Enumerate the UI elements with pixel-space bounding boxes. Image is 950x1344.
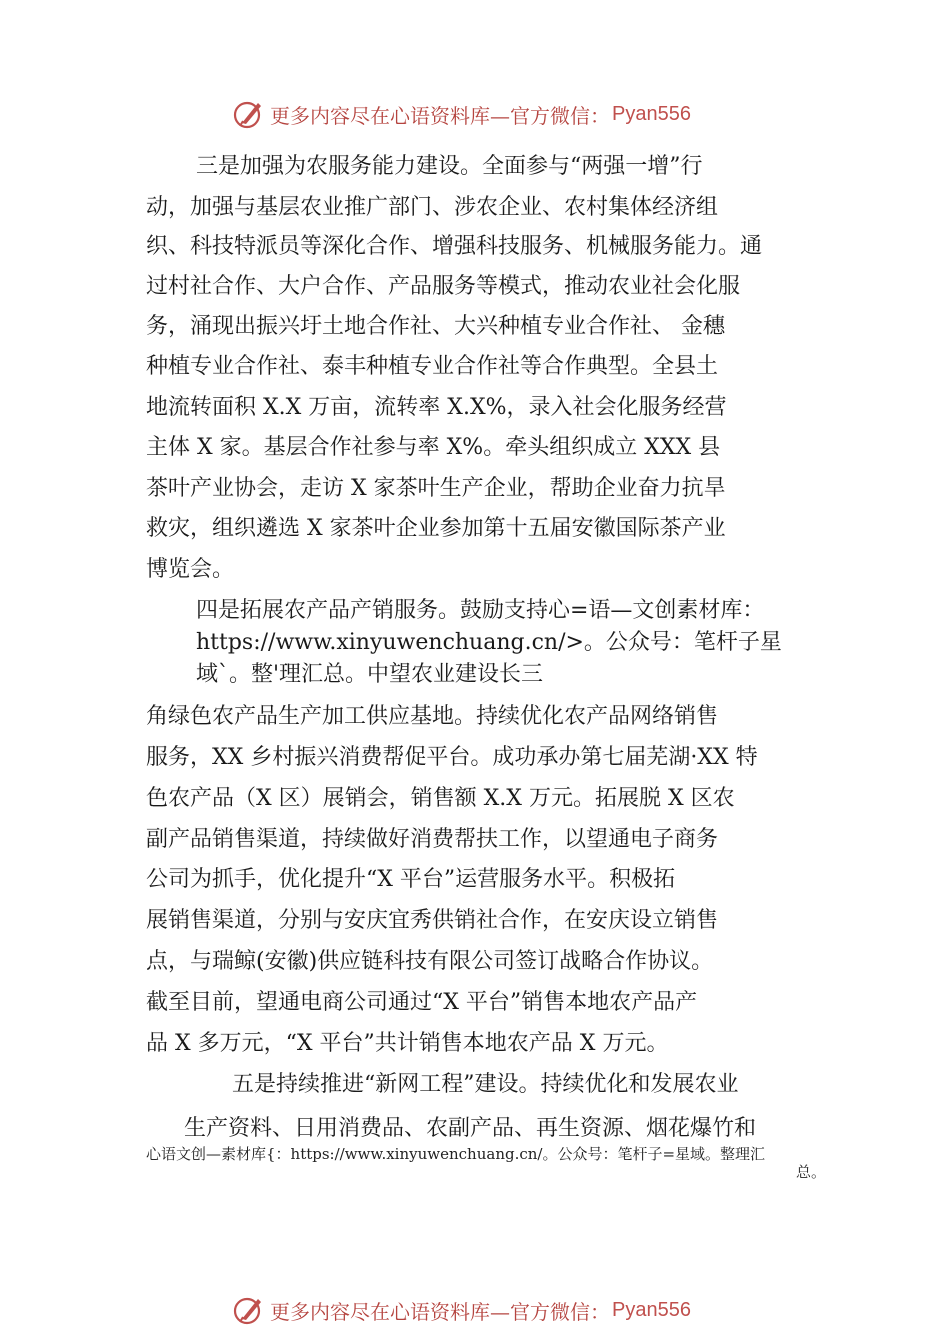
paragraph-line: 展销售渠道，分别与安庆宜秀供销社合作，在安庆设立销售 [146,908,719,933]
paragraph-line: 五是持续推进“新网工程”建设。持续优化和发展农业 [232,1072,739,1097]
footer-watermark-banner [232,1292,691,1328]
header-watermark-banner [232,96,691,132]
paragraph-line: https://www.xinyuwenchuang.cn/>。公众号：笔杆子星 [196,630,782,655]
banner-wechat-id: Pyan556 [612,102,691,125]
paragraph-line: 种植专业合作社、泰丰种植专业合作社等合作典型。全县土 [146,354,719,379]
footnote-line: 总。 [796,1163,827,1181]
paragraph-line: 服务，XX 乡村振兴消费帮促平台。成功承办第七届芜湖·XX 特 [146,745,758,770]
banner-wechat-id: Pyan556 [612,1298,691,1321]
paragraph-line: 茶叶产业协会，走访 X 家茶叶生产企业，帮助企业奋力抗旱 [146,476,726,501]
paragraph-line: 三是加强为农服务能力建设。全面参与“两强一增”行 [196,154,703,179]
paragraph-line: 品 X 多万元，“X 平台”共计销售本地农产品 X 万元。 [146,1031,669,1056]
paragraph-line: 域`。整'理汇总。中望农业建设长三 [196,662,544,687]
paragraph-line: 生产资料、日用消费品、农副产品、再生资源、烟花爆竹和 [184,1116,757,1141]
paragraph-line: 截至目前，望通电商公司通过“X 平台”销售本地农产品产 [146,990,698,1015]
paragraph-line: 点，与瑞鲸(安徽)供应链科技有限公司签订战略合作协议。 [146,949,714,974]
paragraph-line: 地流转面积 X.X 万亩，流转率 X.X%，录入社会化服务经营 [146,395,727,420]
paragraph-line: 副产品销售渠道，持续做好消费帮扶工作，以望通电子商务 [146,827,719,852]
footnote-line: 心语文创—素材库{：https://www.xinyuwenchuang.cn/。公众号：笔杆子=星域。整理汇 [146,1145,766,1163]
paragraph-line: 织、科技特派员等深化合作、增强科技服务、机械服务能力。通 [146,234,763,259]
paragraph-line: 公司为抓手，优化提升“X 平台”运营服务水平。积极拓 [146,867,676,892]
paragraph-line: 四是拓展农产品产销服务。鼓励支持心=语—文创素材库： [196,598,765,623]
banner-text: 更多内容尽在心语资料库—官方微信： [270,1299,610,1324]
paragraph-line: 动，加强与基层农业推广部门、涉农企业、农村集体经济组 [146,195,719,220]
quill-logo-icon [232,97,266,131]
paragraph-line: 色农产品（X 区）展销会，销售额 X.X 万元。拓展脱 X 区农 [146,786,735,811]
paragraph-line: 角绿色农产品生产加工供应基地。持续优化农产品网络销售 [146,704,719,729]
paragraph-line: 救灾，组织遴选 X 家茶叶企业参加第十五届安徽国际茶产业 [146,516,726,541]
banner-text: 更多内容尽在心语资料库—官方微信： [270,103,610,128]
paragraph-line: 过村社合作、大户合作、产品服务等模式，推动农业社会化服 [146,274,741,299]
paragraph-line: 主体 X 家。基层合作社参与率 X%。牵头组织成立 XXX 县 [146,435,721,460]
paragraph-line: 务，涌现出振兴圩土地合作社、大兴种植专业合作社、 金穗 [146,314,725,339]
paragraph-line: 博览会。 [146,557,235,582]
quill-logo-icon [232,1293,266,1327]
